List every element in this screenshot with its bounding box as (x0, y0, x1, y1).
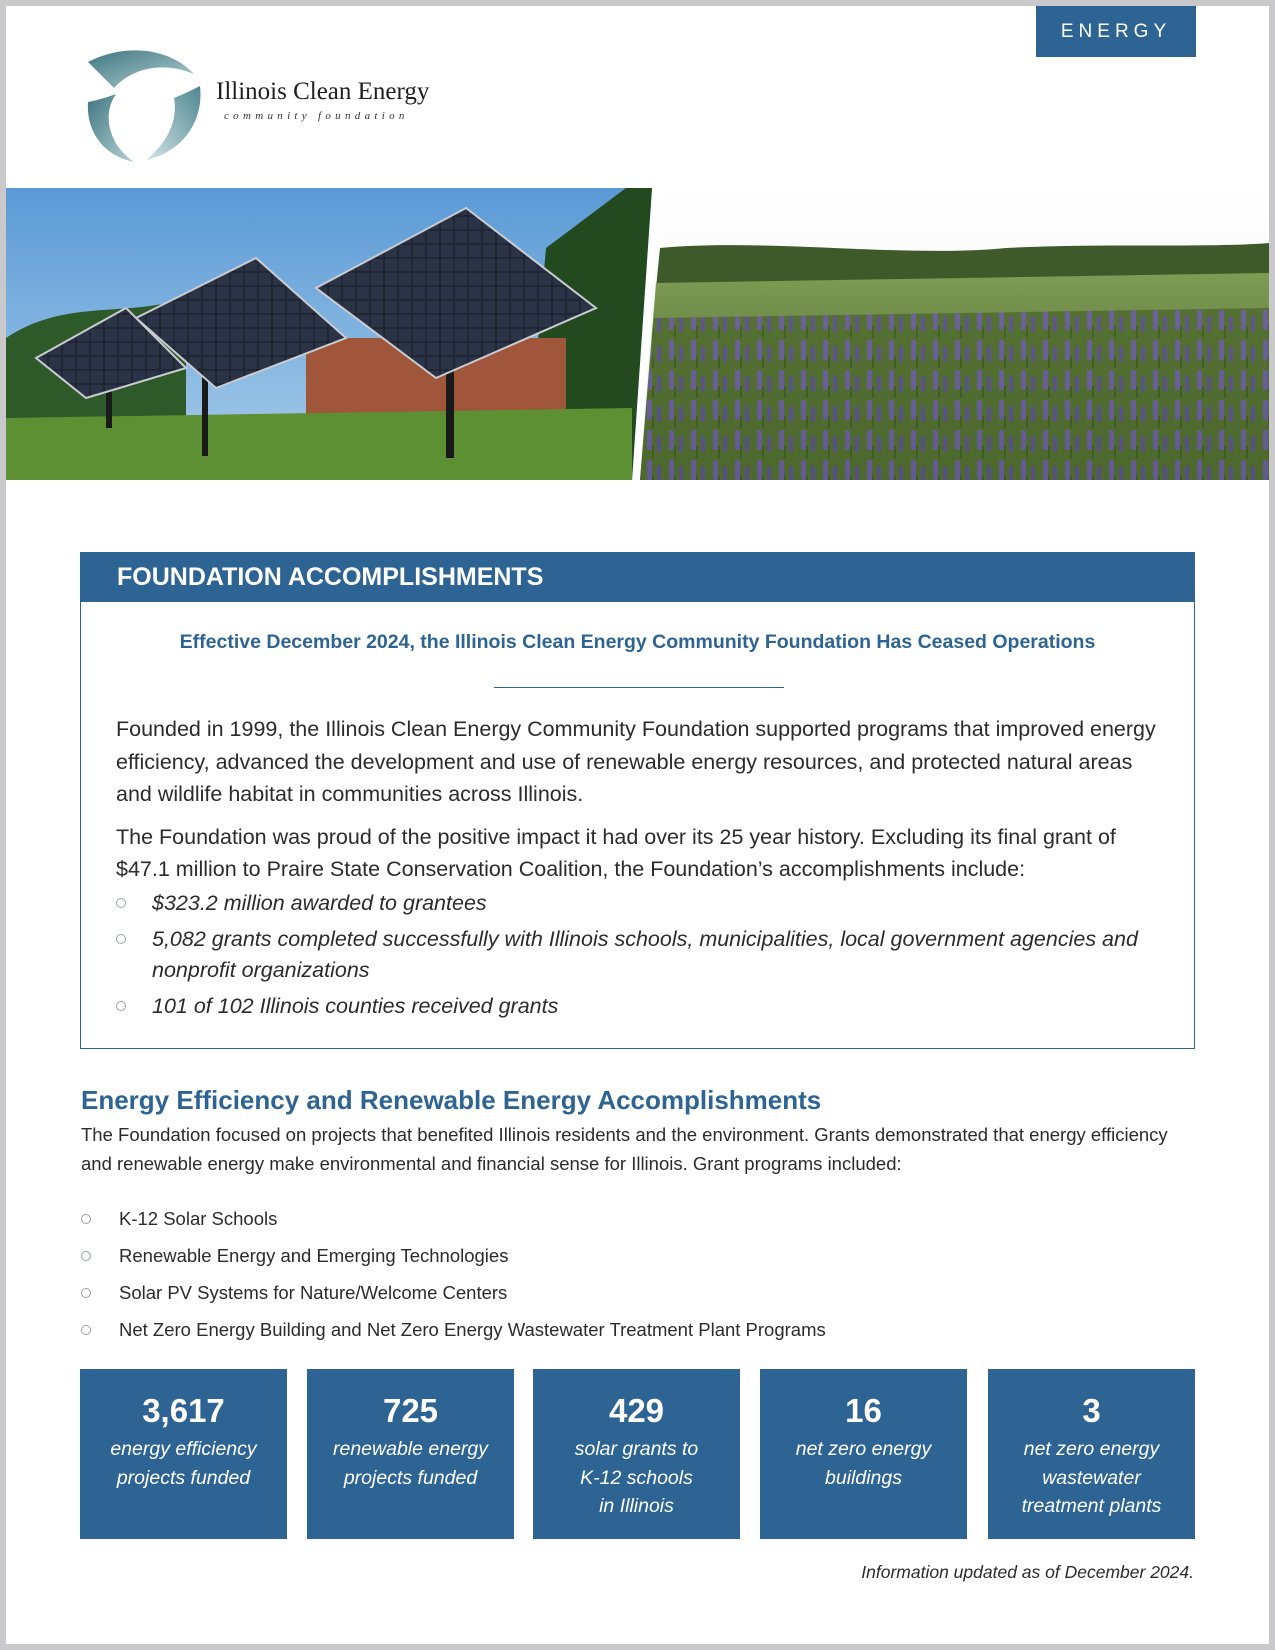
history-paragraph: Founded in 1999, the Illinois Clean Energy Community Foundation supported programs that improved energy efficiency, advanced the development and use of renewable energy resources, and protected natural areas and wildlife habitat in communities across Illinois. (116, 717, 1156, 806)
accomplishments-body (116, 713, 1166, 1028)
stat-number: 429 (608, 1392, 665, 1429)
logo-subtitle: community foundation (224, 110, 409, 122)
circle-bullet-icon (81, 1251, 91, 1261)
stat-label: energy efficiency projects funded (110, 1438, 257, 1489)
stat-label: net zero energy wastewater treatment plants (1021, 1438, 1162, 1517)
header-photos (6, 188, 1269, 480)
stat-label: renewable energy projects funded (332, 1438, 489, 1489)
stat-label: net zero energy buildings (795, 1438, 932, 1489)
circle-bullet-icon (81, 1288, 91, 1298)
circle-bullet-icon (116, 898, 126, 908)
list-item: $323.2 million awarded to grantees (116, 888, 1166, 919)
prairie-photo (640, 188, 1269, 480)
page (6, 6, 1269, 1644)
stat-tile (533, 1369, 740, 1539)
energy-tag: ENERGY (1036, 6, 1196, 57)
accomplishment-list (116, 888, 1166, 1022)
stat-number: 3 (1082, 1392, 1101, 1429)
circle-bullet-icon (81, 1214, 91, 1224)
update-footnote: Information updated as of December 2024. (861, 1562, 1194, 1582)
list-item: Renewable Energy and Emerging Technologies (81, 1241, 1191, 1278)
stat-tile (760, 1369, 967, 1539)
list-item: 101 of 102 Illinois counties received grants (116, 991, 1166, 1022)
section-title: Energy Efficiency and Renewable Energy Accomplishments (81, 1085, 822, 1115)
list-item: 5,082 grants completed successfully with Illinois schools, municipalities, local government agencies and nonprofit organizations (116, 924, 1166, 985)
stat-tiles (80, 1369, 1195, 1539)
stat-number: 3,617 (142, 1392, 225, 1429)
stat-tile (307, 1369, 514, 1539)
impact-paragraph: The Foundation was proud of the positive impact it had over its 25 year history. Excluding its final grant of $47.1 million to Praire State Conservation Coalition, the Foundation’s accomplishments include: (116, 824, 1116, 881)
stat-tile (988, 1369, 1195, 1539)
stat-tile (80, 1369, 287, 1539)
divider (494, 687, 784, 688)
stat-label: solar grants to K-12 schools in Illinois (574, 1438, 699, 1517)
swirl-logo-icon (82, 44, 206, 168)
logo-name: Illinois Clean Energy (216, 78, 430, 105)
section-intro: The Foundation focused on projects that benefited Illinois residents and the environment. Grants demonstrated that energy efficiency and renewable energy make environmental and financial sense for Illinois. Grant programs included: (81, 1124, 1168, 1174)
list-item: Net Zero Energy Building and Net Zero Energy Wastewater Treatment Plant Programs (81, 1315, 1191, 1352)
list-item: Solar PV Systems for Nature/Welcome Centers (81, 1278, 1191, 1315)
solar-panel-photo (6, 188, 652, 480)
cessation-notice: Effective December 2024, the Illinois Clean Energy Community Foundation Has Ceased Operations (179, 631, 1096, 653)
circle-bullet-icon (81, 1325, 91, 1335)
accomplishments-box (80, 552, 1195, 1049)
circle-bullet-icon (116, 1001, 126, 1011)
accomplishments-header: FOUNDATION ACCOMPLISHMENTS (81, 553, 1194, 602)
foundation-logo (82, 44, 462, 168)
program-list (81, 1204, 1191, 1352)
circle-bullet-icon (116, 934, 126, 944)
stat-number: 725 (382, 1392, 439, 1429)
stat-number: 16 (845, 1392, 882, 1429)
list-item: K-12 Solar Schools (81, 1204, 1191, 1241)
